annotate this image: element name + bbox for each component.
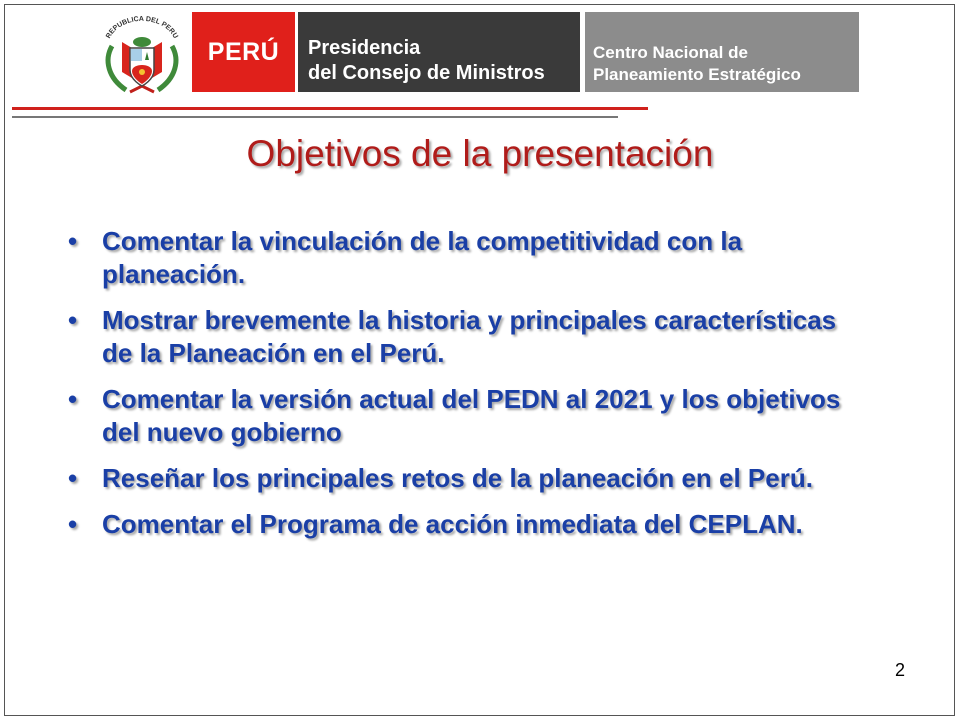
ceplan-line-2: Planeamiento Estratégico: [593, 65, 801, 84]
list-item: [66, 383, 856, 449]
list-item: [66, 304, 856, 370]
header-divider-red: [12, 107, 648, 110]
page-number: 2: [894, 660, 905, 680]
header-divider-gray: [12, 116, 618, 118]
pcm-line-2: del Consejo de Ministros: [308, 62, 545, 84]
list-item: [66, 508, 856, 541]
bullet-text: Comentar el Programa de acción inmediata del CEPLAN.: [102, 509, 803, 539]
bullet-text: Reseñar los principales retos de la planeación en el Perú.: [102, 463, 813, 493]
bullet-icon: •: [68, 463, 78, 493]
list-item: [66, 225, 856, 291]
bullet-icon: •: [68, 384, 78, 414]
ceplan-brand-block: [585, 12, 859, 92]
svg-text:REPUBLICA DEL PERU: [105, 16, 179, 40]
ceplan-line-1: Centro Nacional de: [593, 43, 748, 62]
bullet-text: Comentar la vinculación de la competitividad con la planeación.: [102, 226, 743, 289]
coat-of-arms-icon: [96, 8, 188, 98]
bullet-text: Mostrar brevemente la historia y principales características de la Planeación en el Perú.: [102, 305, 837, 368]
bullet-icon: •: [68, 509, 78, 539]
bullet-icon: •: [68, 305, 78, 335]
crest-caption: REPUBLICA DEL PERU: [105, 15, 179, 40]
slide-title: Objetivos de la presentación: [246, 133, 714, 174]
pcm-line-1: Presidencia: [308, 37, 421, 59]
peru-label: PERÚ: [207, 37, 280, 66]
peru-brand-block: [192, 12, 295, 92]
bullet-text: Comentar la versión actual del PEDN al 2021 y los objetivos del nuevo gobierno: [102, 384, 841, 447]
pcm-brand-block: [298, 12, 580, 92]
objectives-list: [66, 225, 856, 554]
list-item: [66, 462, 856, 495]
bullet-icon: •: [68, 226, 78, 256]
